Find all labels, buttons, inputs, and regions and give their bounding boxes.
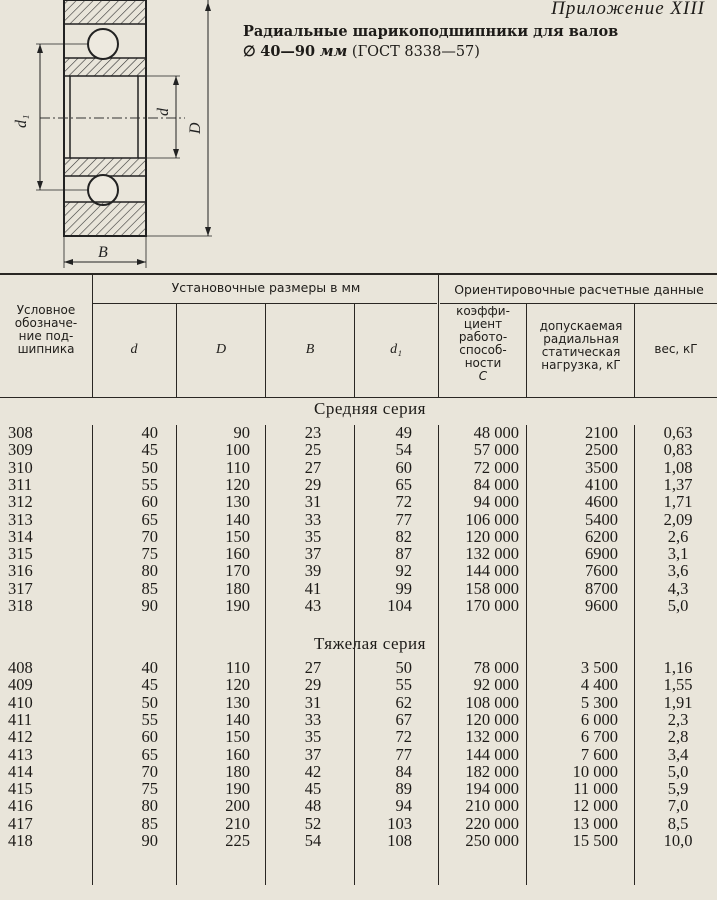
gost-standard: (ГОСТ 8338—57) bbox=[351, 44, 480, 60]
cell-weight: 4,3 bbox=[667, 578, 689, 598]
cell-D: 200 bbox=[225, 796, 250, 816]
header-load-line: нагрузка, кГ bbox=[541, 358, 621, 372]
cell-static-load: 7600 bbox=[585, 561, 618, 581]
table-row bbox=[0, 474, 717, 494]
cell-static-load: 9600 bbox=[585, 596, 618, 615]
cell-coefficient: 78 000 bbox=[473, 658, 519, 677]
cell-weight: 1,16 bbox=[663, 658, 693, 677]
cell-D: 170 bbox=[225, 561, 250, 581]
cell-weight: 5,0 bbox=[667, 761, 689, 781]
table-row bbox=[0, 744, 717, 764]
inner-ring-top bbox=[64, 58, 146, 76]
cell-designation: 308 bbox=[8, 423, 33, 442]
table-row bbox=[0, 494, 717, 510]
cell-weight: 7,0 bbox=[667, 796, 689, 816]
cell-designation: 309 bbox=[8, 440, 33, 460]
header-d: d bbox=[130, 342, 138, 357]
cell-B: 31 bbox=[304, 692, 322, 712]
cell-B: 29 bbox=[304, 474, 322, 494]
col-divider bbox=[354, 304, 355, 397]
cell-weight: 5,9 bbox=[667, 779, 689, 799]
cell-static-load: 4 400 bbox=[580, 675, 618, 695]
cell-B: 33 bbox=[304, 709, 322, 729]
cell-d: 45 bbox=[141, 440, 158, 460]
outer-ring-top bbox=[64, 0, 146, 24]
cell-designation: 315 bbox=[8, 544, 33, 564]
cell-weight: 1,91 bbox=[663, 692, 693, 712]
cell-coefficient: 48 000 bbox=[473, 423, 519, 442]
cell-static-load: 13 000 bbox=[572, 813, 618, 833]
table-row bbox=[0, 660, 717, 676]
cell-d1: 108 bbox=[387, 831, 412, 850]
dimension-label-d1: d₁ bbox=[13, 114, 30, 128]
cell-designation: 310 bbox=[8, 457, 33, 477]
cell-coefficient: 84 000 bbox=[473, 474, 519, 494]
cell-d: 70 bbox=[141, 526, 158, 546]
dimension-label-d: d bbox=[155, 108, 172, 116]
cell-designation: 313 bbox=[8, 509, 33, 529]
cell-d: 70 bbox=[141, 761, 158, 781]
dimension-label-B: B bbox=[98, 244, 108, 261]
cell-static-load: 5 300 bbox=[580, 692, 618, 712]
title-line-1: Радиальные шарикоподшипники для валов bbox=[243, 23, 619, 40]
cell-weight: 0,63 bbox=[663, 423, 693, 442]
cell-d: 75 bbox=[141, 779, 158, 799]
cell-B: 45 bbox=[304, 779, 322, 799]
cell-coefficient: 72 000 bbox=[473, 457, 519, 477]
cell-D: 225 bbox=[225, 831, 250, 850]
cell-d1: 89 bbox=[395, 779, 412, 799]
cell-d: 90 bbox=[141, 596, 158, 615]
cell-B: 29 bbox=[304, 675, 322, 695]
cell-designation: 412 bbox=[8, 727, 33, 747]
cell-d1: 72 bbox=[395, 492, 412, 512]
cell-d: 55 bbox=[141, 709, 158, 729]
table-row bbox=[0, 442, 717, 458]
cell-static-load: 11 000 bbox=[573, 779, 618, 799]
cell-weight: 0,83 bbox=[663, 440, 693, 460]
cell-B: 43 bbox=[304, 596, 322, 615]
cell-d1: 77 bbox=[395, 744, 412, 764]
cell-weight: 1,71 bbox=[663, 492, 693, 512]
cell-d1: 82 bbox=[395, 526, 412, 546]
cell-d: 40 bbox=[141, 658, 158, 677]
series-heading-medium: Средняя серия bbox=[313, 399, 426, 418]
header-coef-line: циент bbox=[463, 317, 503, 331]
table-row bbox=[0, 709, 717, 729]
cell-D: 140 bbox=[225, 509, 250, 529]
cell-B: 25 bbox=[304, 440, 322, 460]
cell-D: 140 bbox=[225, 709, 250, 729]
cell-d1: 104 bbox=[387, 596, 412, 615]
cell-coefficient: 170 000 bbox=[465, 596, 519, 615]
cell-static-load: 12 000 bbox=[572, 796, 618, 816]
cell-static-load: 6 000 bbox=[580, 709, 618, 729]
cell-d1: 50 bbox=[395, 658, 412, 677]
header-mounting-group: Установочные размеры в мм bbox=[171, 280, 361, 295]
cell-designation: 408 bbox=[8, 658, 33, 677]
header-coef-line: работо- bbox=[458, 330, 508, 344]
cell-designation: 418 bbox=[8, 831, 33, 850]
cell-d: 75 bbox=[141, 544, 158, 564]
header-coefficient bbox=[440, 305, 526, 383]
cell-static-load: 5400 bbox=[585, 509, 618, 529]
cell-designation: 311 bbox=[8, 474, 33, 494]
dimension-label-D: D bbox=[187, 122, 204, 134]
cell-d: 85 bbox=[141, 578, 158, 598]
cell-static-load: 8700 bbox=[585, 578, 618, 598]
header-load-line: допускаемая bbox=[539, 319, 623, 333]
header-designation bbox=[2, 304, 90, 356]
header-B: B bbox=[305, 342, 315, 357]
cell-designation: 417 bbox=[8, 813, 33, 833]
cell-static-load: 7 600 bbox=[580, 744, 618, 764]
cell-d1: 99 bbox=[395, 578, 412, 598]
cell-weight: 2,6 bbox=[667, 526, 689, 546]
cell-d1: 67 bbox=[395, 709, 412, 729]
header-load-line: статическая bbox=[541, 345, 621, 359]
cell-weight: 1,08 bbox=[663, 457, 693, 477]
header-D: D bbox=[215, 342, 227, 357]
cell-weight: 3,1 bbox=[667, 544, 689, 564]
table-row bbox=[0, 457, 717, 477]
header-coef-line: C bbox=[478, 369, 488, 383]
ball-top bbox=[88, 29, 118, 59]
cell-coefficient: 132 000 bbox=[465, 727, 519, 747]
cell-static-load: 4100 bbox=[585, 474, 618, 494]
cell-designation: 317 bbox=[8, 578, 33, 598]
cell-designation: 415 bbox=[8, 779, 33, 799]
cell-B: 27 bbox=[304, 457, 322, 477]
cell-d1: 94 bbox=[395, 796, 412, 816]
cell-B: 54 bbox=[304, 831, 322, 850]
cell-coefficient: 220 000 bbox=[465, 813, 519, 833]
cell-designation: 312 bbox=[8, 492, 33, 512]
cell-d1: 55 bbox=[395, 675, 412, 695]
cell-D: 110 bbox=[225, 457, 250, 477]
cell-B: 35 bbox=[304, 727, 322, 747]
table-row bbox=[0, 729, 717, 745]
col-divider bbox=[92, 274, 93, 397]
diameter-unit: мм bbox=[319, 43, 348, 60]
cell-B: 52 bbox=[304, 813, 322, 833]
header-calc-group: Ориентировочные расчетные данные bbox=[454, 282, 704, 297]
cell-weight: 2,09 bbox=[663, 509, 693, 529]
appendix-label: Приложение XIII bbox=[551, 0, 705, 19]
cell-coefficient: 210 000 bbox=[465, 796, 519, 816]
header-bottom-rule bbox=[0, 397, 717, 398]
cell-D: 120 bbox=[225, 675, 250, 695]
cell-d: 60 bbox=[141, 492, 158, 512]
cell-coefficient: 108 000 bbox=[465, 692, 519, 712]
cell-weight: 2,3 bbox=[667, 709, 689, 729]
ball-bottom bbox=[88, 175, 118, 205]
cell-static-load: 2100 bbox=[585, 423, 618, 442]
cell-d1: 84 bbox=[395, 761, 412, 781]
table-row bbox=[0, 833, 717, 849]
table-row bbox=[0, 598, 717, 614]
cell-B: 23 bbox=[304, 423, 322, 442]
table-row bbox=[0, 578, 717, 598]
cell-weight: 1,55 bbox=[663, 675, 693, 695]
cell-static-load: 15 500 bbox=[572, 831, 618, 850]
cell-d1: 49 bbox=[395, 423, 412, 442]
cell-d1: 72 bbox=[395, 727, 412, 747]
cell-d: 85 bbox=[141, 813, 158, 833]
table-row bbox=[0, 509, 717, 529]
cell-D: 210 bbox=[225, 813, 250, 833]
cell-coefficient: 120 000 bbox=[465, 709, 519, 729]
table-row bbox=[0, 692, 717, 712]
cell-D: 150 bbox=[225, 526, 250, 546]
header-designation-line: обозначе- bbox=[14, 316, 78, 330]
table-row bbox=[0, 563, 717, 579]
cell-D: 100 bbox=[225, 440, 250, 460]
cell-coefficient: 250 000 bbox=[465, 831, 519, 850]
cell-designation: 413 bbox=[8, 744, 33, 764]
cell-B: 48 bbox=[304, 796, 322, 816]
cell-coefficient: 182 000 bbox=[465, 761, 519, 781]
cell-D: 120 bbox=[225, 474, 250, 494]
table-row bbox=[0, 425, 717, 441]
cell-static-load: 6 700 bbox=[580, 727, 618, 747]
bearing-cross-section-drawing bbox=[0, 0, 240, 272]
cell-d1: 92 bbox=[395, 561, 412, 581]
cell-weight: 1,37 bbox=[663, 474, 693, 494]
cell-D: 130 bbox=[225, 492, 250, 512]
table-row bbox=[0, 813, 717, 833]
cell-coefficient: 144 000 bbox=[465, 744, 519, 764]
col-divider bbox=[265, 304, 266, 397]
cell-d: 40 bbox=[141, 423, 158, 442]
cell-weight: 10,0 bbox=[663, 831, 693, 850]
cell-B: 35 bbox=[304, 526, 322, 546]
cell-designation: 414 bbox=[8, 761, 33, 781]
header-coef-line: ности bbox=[464, 356, 502, 370]
cell-static-load: 6900 bbox=[585, 544, 618, 564]
cell-d: 90 bbox=[141, 831, 158, 850]
cell-weight: 8,5 bbox=[667, 813, 689, 833]
cell-D: 160 bbox=[225, 744, 250, 764]
cell-coefficient: 194 000 bbox=[465, 779, 519, 799]
cell-coefficient: 92 000 bbox=[473, 675, 519, 695]
cell-static-load: 2500 bbox=[585, 440, 618, 460]
header-weight: вес, кГ bbox=[654, 342, 698, 356]
diameter-range: 40—90 bbox=[260, 43, 316, 60]
cell-d1: 62 bbox=[395, 692, 412, 712]
cell-d: 55 bbox=[141, 474, 158, 494]
cell-coefficient: 158 000 bbox=[465, 578, 519, 598]
cell-coefficient: 57 000 bbox=[473, 440, 519, 460]
cell-d: 65 bbox=[141, 744, 158, 764]
cell-designation: 416 bbox=[8, 796, 33, 816]
cell-d: 60 bbox=[141, 727, 158, 747]
series-heading-heavy: Тяжелая серия bbox=[314, 634, 426, 653]
cell-B: 27 bbox=[304, 658, 322, 677]
cell-designation: 314 bbox=[8, 526, 33, 546]
cell-d: 45 bbox=[141, 675, 158, 695]
cell-designation: 410 bbox=[8, 692, 33, 712]
cell-d1: 54 bbox=[395, 440, 412, 460]
inner-ring-bottom bbox=[64, 158, 146, 176]
cell-designation: 316 bbox=[8, 561, 33, 581]
col-divider bbox=[438, 274, 439, 397]
cell-weight: 5,0 bbox=[667, 596, 689, 615]
cell-coefficient: 106 000 bbox=[465, 509, 519, 529]
header-load-line: радиальная bbox=[543, 332, 619, 346]
cell-d: 50 bbox=[141, 692, 158, 712]
cell-d1: 103 bbox=[387, 813, 412, 833]
cell-D: 190 bbox=[225, 779, 250, 799]
cell-B: 33 bbox=[304, 509, 322, 529]
cell-d1: 77 bbox=[395, 509, 412, 529]
cell-weight: 3,4 bbox=[667, 744, 689, 764]
cell-D: 180 bbox=[225, 761, 250, 781]
cell-D: 130 bbox=[225, 692, 250, 712]
cell-D: 150 bbox=[225, 727, 250, 747]
col-divider bbox=[176, 304, 177, 397]
cell-d1: 87 bbox=[395, 544, 412, 564]
col-divider bbox=[634, 304, 635, 397]
title-line-2 bbox=[243, 42, 713, 62]
cell-B: 41 bbox=[304, 578, 322, 598]
table-row bbox=[0, 546, 717, 562]
header-d1: d₁ bbox=[390, 342, 402, 357]
table-row bbox=[0, 798, 717, 814]
cell-weight: 2,8 bbox=[667, 727, 689, 747]
cell-B: 31 bbox=[304, 492, 322, 512]
cell-d1: 60 bbox=[395, 457, 412, 477]
cell-d1: 65 bbox=[395, 474, 412, 494]
cell-D: 180 bbox=[225, 578, 250, 598]
cell-designation: 411 bbox=[8, 709, 33, 729]
cell-B: 37 bbox=[304, 544, 322, 564]
cell-B: 37 bbox=[304, 744, 322, 764]
cell-D: 190 bbox=[225, 596, 250, 615]
cell-designation: 318 bbox=[8, 596, 33, 615]
table-top-rule bbox=[0, 273, 717, 275]
header-static-load bbox=[528, 320, 634, 372]
cell-coefficient: 132 000 bbox=[465, 544, 519, 564]
cell-static-load: 3500 bbox=[585, 457, 618, 477]
table-row bbox=[0, 526, 717, 546]
cell-D: 110 bbox=[225, 658, 250, 677]
cell-D: 90 bbox=[233, 423, 250, 442]
cell-static-load: 6200 bbox=[585, 526, 618, 546]
diameter-symbol: ∅ bbox=[243, 43, 256, 60]
cell-d: 80 bbox=[141, 796, 158, 816]
cell-designation: 409 bbox=[8, 675, 33, 695]
cell-B: 39 bbox=[304, 561, 322, 581]
header-designation-line: шипника bbox=[17, 342, 75, 356]
cell-static-load: 10 000 bbox=[572, 761, 618, 781]
cell-d: 80 bbox=[141, 561, 158, 581]
cell-d: 50 bbox=[141, 457, 158, 477]
header-designation-line: ние под- bbox=[18, 329, 74, 343]
cell-d: 65 bbox=[141, 509, 158, 529]
cell-weight: 3,6 bbox=[667, 561, 689, 581]
col-divider bbox=[526, 304, 527, 397]
header-coef-line: способ- bbox=[459, 343, 507, 357]
table-row bbox=[0, 781, 717, 797]
cell-coefficient: 120 000 bbox=[465, 526, 519, 546]
table-row bbox=[0, 761, 717, 781]
cell-static-load: 3 500 bbox=[580, 658, 618, 677]
table-row bbox=[0, 677, 717, 693]
cell-coefficient: 144 000 bbox=[465, 561, 519, 581]
header-coef-line: коэффи- bbox=[456, 304, 510, 318]
cell-B: 42 bbox=[304, 761, 322, 781]
cell-static-load: 4600 bbox=[585, 492, 618, 512]
cell-D: 160 bbox=[225, 544, 250, 564]
header-designation-line: Условное bbox=[16, 303, 76, 317]
cell-coefficient: 94 000 bbox=[473, 492, 519, 512]
outer-ring-bottom bbox=[64, 202, 146, 236]
page-title bbox=[243, 22, 713, 62]
